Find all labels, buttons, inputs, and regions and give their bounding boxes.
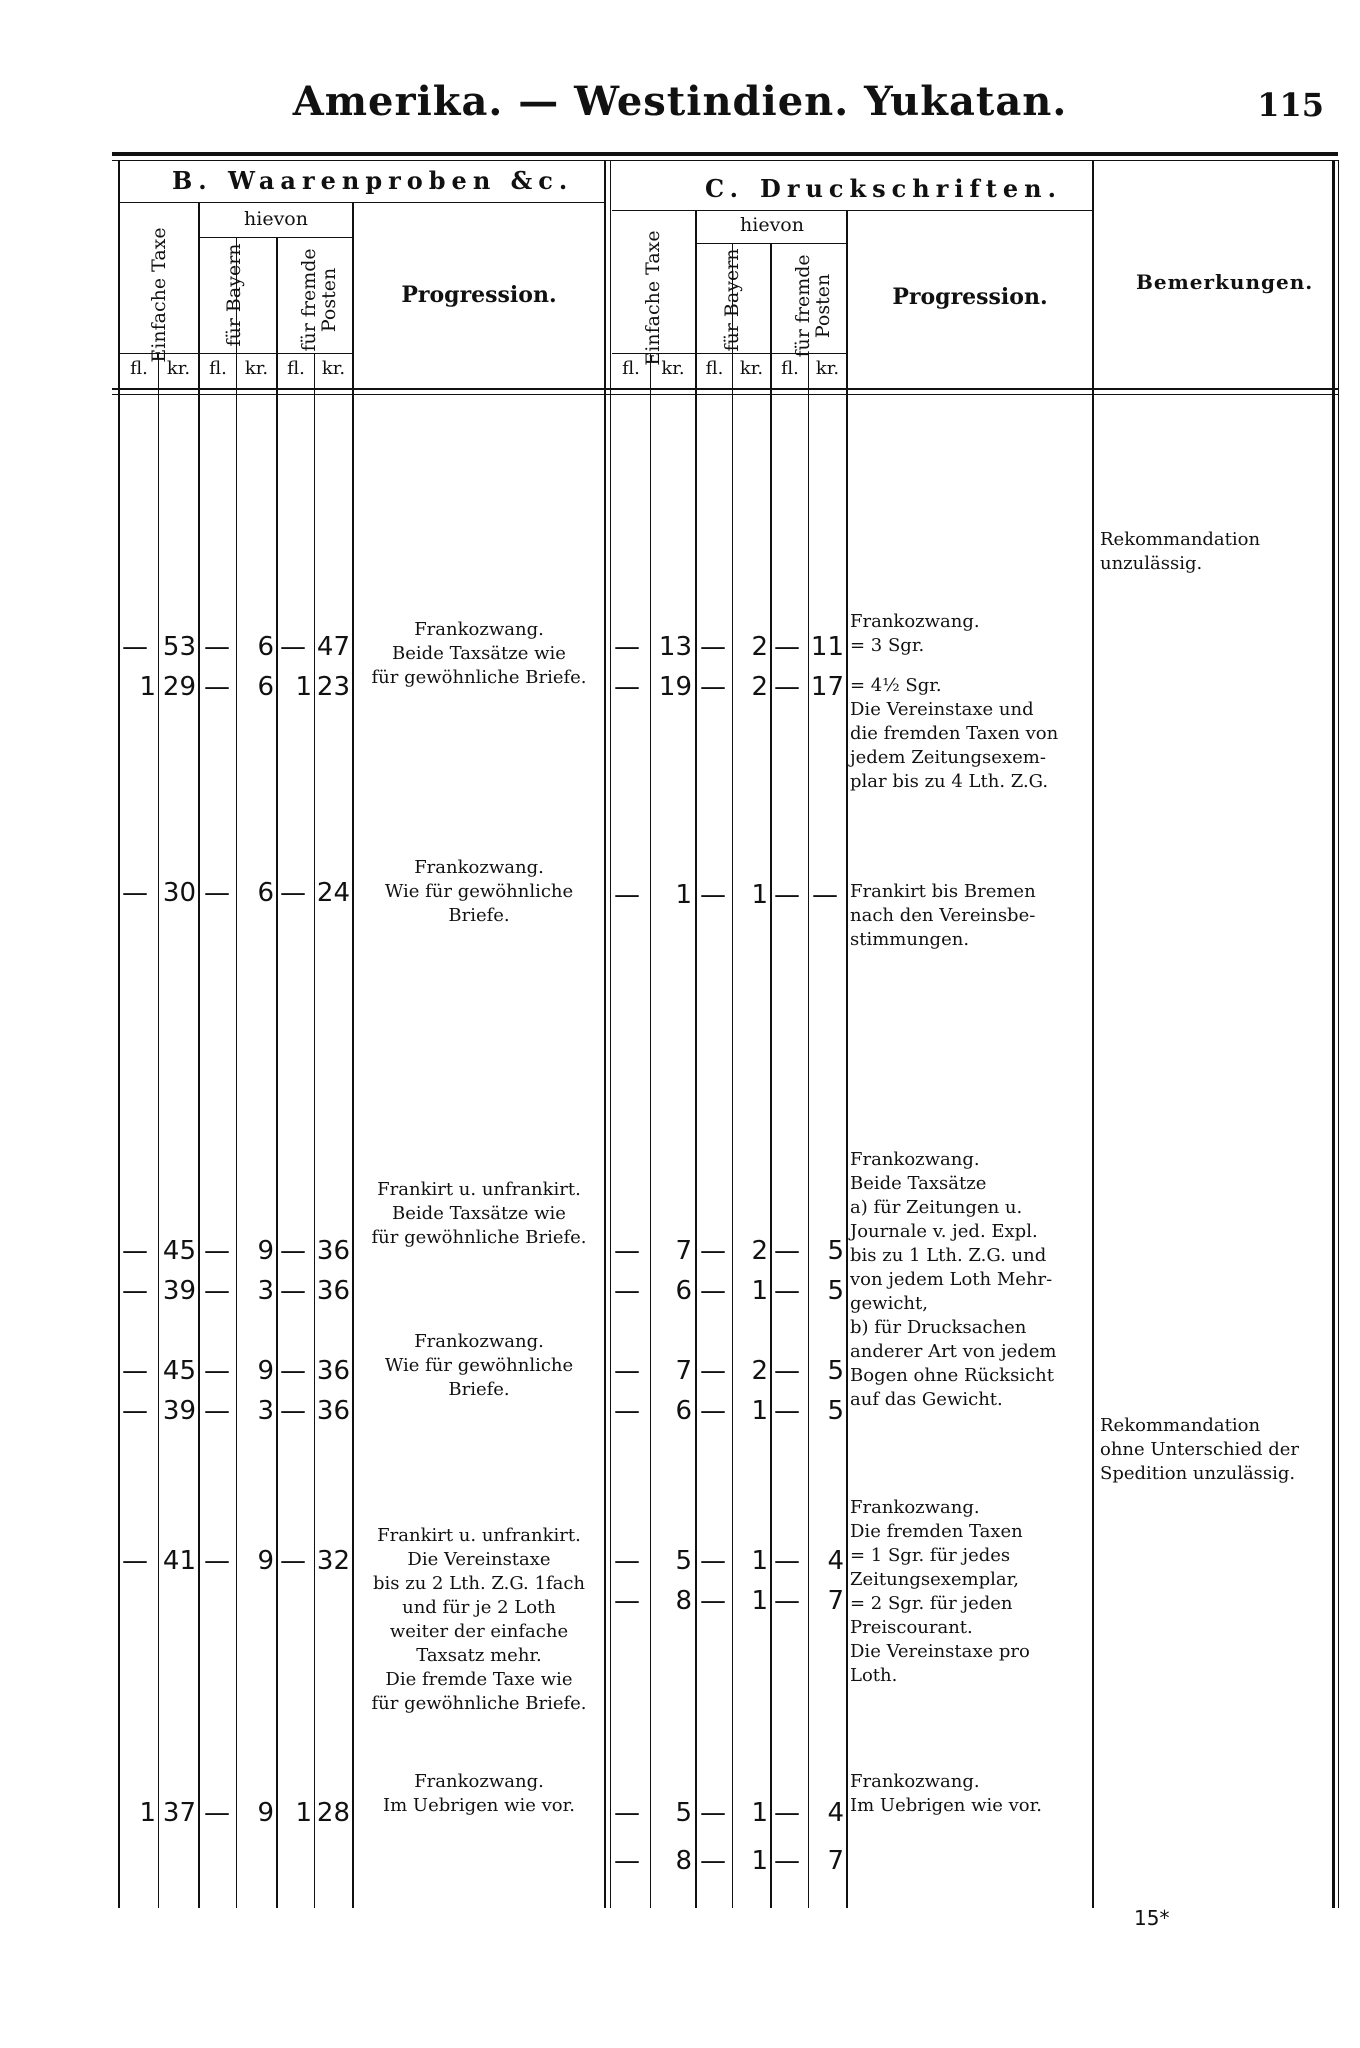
- c-fl-cell: —: [614, 1546, 640, 1576]
- c-kr-cell: 13: [658, 632, 692, 662]
- c-bayern-kr-cell: 2: [751, 1356, 768, 1386]
- b-progression-note: Frankozwang. Wie für gewöhnliche Briefe.: [384, 857, 574, 926]
- c-kr-cell: 1: [675, 880, 692, 910]
- c-fremde-kr-cell: 17: [810, 672, 844, 702]
- b-fremde-fl-cell: —: [280, 1546, 306, 1576]
- c-fremde-fl-cell: —: [774, 1236, 800, 1266]
- b-bayern-kr-cell: 3: [257, 1276, 274, 1306]
- page-number: 115: [1257, 86, 1324, 124]
- c-bayern-fl-cell: —: [700, 1236, 726, 1266]
- c-fl-cell: —: [614, 1846, 640, 1876]
- b-fl-cell: —: [122, 1396, 148, 1426]
- c-kr-cell: 5: [675, 1546, 692, 1576]
- unit-fl: fl.: [130, 358, 148, 379]
- col-line: [610, 160, 611, 1908]
- b-fremde-kr-cell: 36: [316, 1276, 350, 1306]
- b-kr-cell: 41: [162, 1546, 196, 1576]
- b-progression-head: Progression.: [401, 282, 557, 308]
- c-hievon-underline: [697, 243, 847, 244]
- b-kr-cell: 30: [162, 878, 196, 908]
- c-fremde-fl-cell: —: [774, 672, 800, 702]
- c-bayern-fl-cell: —: [700, 880, 726, 910]
- unit-kr: kr.: [739, 358, 764, 379]
- b-bayern-fl-cell: —: [204, 632, 230, 662]
- remarks-heading: Bemerkungen.: [1136, 270, 1314, 294]
- c-bayern-kr-cell: 2: [751, 632, 768, 662]
- c-bayern-fl-cell: —: [700, 632, 726, 662]
- b-fl-cell: 1: [139, 672, 156, 702]
- c-fl-cell: —: [614, 1396, 640, 1426]
- c-fremde-kr-cell: 5: [827, 1356, 844, 1386]
- c-fremde-fl-cell: —: [774, 1846, 800, 1876]
- b-fl-cell: —: [122, 632, 148, 662]
- c-progression-note: Frankirt bis Bremen nach den Vereinsbe- stimmungen.: [850, 881, 1036, 950]
- section-c-letter: C.: [705, 174, 745, 203]
- c-bayern-fl-cell: —: [700, 1546, 726, 1576]
- c-bayern-fl-cell: —: [700, 1356, 726, 1386]
- c-kr-cell: 5: [675, 1798, 692, 1828]
- b-bayern-kr-cell: 6: [257, 672, 274, 702]
- c-fl-cell: —: [614, 1276, 640, 1306]
- c-bayern-fl-cell: —: [700, 1276, 726, 1306]
- c-fuer-fremde-head: für fremde Posten: [792, 254, 834, 358]
- c-bayern-fl-cell: —: [700, 1586, 726, 1616]
- col-line: [314, 353, 315, 1908]
- c-bayern-kr-cell: 1: [751, 1276, 768, 1306]
- b-progression-note: Frankirt u. unfrankirt. Die Vereinstaxe bis zu 2 Lth. Z.G. 1fach und für je 2 Loth weiter der einfache Taxsatz mehr. Die fremde Taxe wie für gewöhnliche Briefe.: [371, 1525, 587, 1714]
- c-fremde-fl-cell: —: [774, 880, 800, 910]
- c-kr-cell: 6: [675, 1396, 692, 1426]
- unit-kr: kr.: [166, 358, 191, 379]
- col-line: [770, 243, 772, 1908]
- c-kr-cell: 7: [675, 1236, 692, 1266]
- col-line: [276, 237, 278, 1908]
- table-top-border: [112, 152, 1338, 156]
- c-bayern-kr-cell: 2: [751, 1236, 768, 1266]
- b-bayern-kr-cell: 3: [257, 1396, 274, 1426]
- c-progression-note: Frankozwang. Beide Taxsätze a) für Zeitungen u. Journale v. jed. Expl. bis zu 1 Lth. Z.G. und von jedem Loth Mehr- gewicht, b) für Drucksachen anderer Art von jedem Bogen ohne Rücksicht auf das Gewicht.: [850, 1149, 1057, 1410]
- c-fremde-kr-cell: 5: [827, 1236, 844, 1266]
- c-fremde-fl-cell: —: [774, 1586, 800, 1616]
- c-fremde-fl-cell: —: [774, 1276, 800, 1306]
- c-fremde-fl-cell: —: [774, 1546, 800, 1576]
- b-kr-cell: 39: [162, 1276, 196, 1306]
- b-fremde-kr-cell: 36: [316, 1236, 350, 1266]
- b-fremde-kr-cell: 36: [316, 1356, 350, 1386]
- b-bayern-fl-cell: —: [204, 1236, 230, 1266]
- col-line: [732, 243, 733, 1908]
- c-progression-note: Frankozwang. Im Uebrigen wie vor.: [850, 1771, 1042, 1816]
- b-einfache-taxe-head: Einfache Taxe: [148, 227, 171, 363]
- b-title-underline: [118, 202, 606, 203]
- b-progression-note: Frankozwang. Beide Taxsätze wie für gewöhnliche Briefe.: [371, 619, 587, 688]
- b-bayern-fl-cell: —: [204, 1546, 230, 1576]
- header-bottom-border: [112, 388, 1338, 390]
- section-b-letter: B.: [172, 166, 213, 195]
- b-fremde-kr-cell: 36: [316, 1396, 350, 1426]
- c-fremde-kr-cell: 11: [810, 632, 844, 662]
- b-bayern-kr-cell: 9: [257, 1546, 274, 1576]
- c-fremde-kr-cell: 4: [827, 1546, 844, 1576]
- c-bayern-fl-cell: —: [700, 1396, 726, 1426]
- c-bayern-fl-cell: —: [700, 1798, 726, 1828]
- c-fl-cell: —: [614, 1236, 640, 1266]
- b-progression-note: Frankozwang. Im Uebrigen wie vor.: [383, 1771, 575, 1816]
- c-fl-cell: —: [614, 1356, 640, 1386]
- c-progression-note: Frankozwang. Die fremden Taxen = 1 Sgr. für jedes Zeitungsexemplar, = 2 Sgr. für jeden Preiscourant. Die Vereinstaxe pro Loth.: [850, 1497, 1030, 1686]
- c-bayern-kr-cell: 1: [751, 1396, 768, 1426]
- c-fl-cell: —: [614, 1586, 640, 1616]
- b-fremde-fl-cell: —: [280, 878, 306, 908]
- b-fl-cell: —: [122, 1356, 148, 1386]
- c-kr-cell: 19: [658, 672, 692, 702]
- unit-kr: kr.: [661, 358, 685, 379]
- c-fl-cell: —: [614, 1798, 640, 1828]
- c-bayern-kr-cell: 1: [751, 1798, 768, 1828]
- b-fl-cell: 1: [139, 1798, 156, 1828]
- c-fremde-fl-cell: —: [774, 1396, 800, 1426]
- c-bayern-kr-cell: 1: [751, 1546, 768, 1576]
- c-progression-head: Progression.: [892, 284, 1048, 310]
- page-title: Amerika. — Westindien. Yukatan.: [292, 78, 1068, 125]
- b-fremde-fl-cell: —: [280, 1276, 306, 1306]
- c-kr-cell: 6: [675, 1276, 692, 1306]
- signature-mark: 15*: [1134, 1906, 1170, 1930]
- b-kr-cell: 45: [162, 1236, 196, 1266]
- c-fremde-fl-cell: —: [774, 632, 800, 662]
- b-fuer-fremde-head: für fremde Posten: [298, 248, 340, 352]
- c-bayern-kr-cell: 2: [751, 672, 768, 702]
- col-line: [236, 237, 237, 1908]
- b-kr-cell: 53: [162, 632, 196, 662]
- header-bottom-border-thin: [112, 394, 1338, 395]
- section-c-title: Druckschriften.: [760, 174, 1062, 203]
- b-fremde-kr-cell: 24: [316, 878, 350, 908]
- b-fremde-fl-cell: —: [280, 1396, 306, 1426]
- b-fremde-fl-cell: —: [280, 1236, 306, 1266]
- b-bayern-fl-cell: —: [204, 1356, 230, 1386]
- unit-fl: fl.: [705, 358, 724, 379]
- c-bayern-kr-cell: 1: [751, 1846, 768, 1876]
- b-kr-cell: 29: [162, 672, 196, 702]
- c-kr-cell: 8: [675, 1586, 692, 1616]
- unit-kr: kr.: [244, 358, 269, 379]
- b-bayern-kr-cell: 6: [257, 878, 274, 908]
- col-line: [352, 203, 354, 1908]
- b-fl-cell: —: [122, 1236, 148, 1266]
- b-fl-cell: —: [122, 1546, 148, 1576]
- b-fl-cell: —: [122, 1276, 148, 1306]
- unit-kr: kr.: [321, 358, 346, 379]
- b-kr-cell: 37: [162, 1798, 196, 1828]
- c-kr-cell: 8: [675, 1846, 692, 1876]
- col-line: [808, 353, 809, 1908]
- c-bayern-kr-cell: 1: [751, 880, 768, 910]
- b-fuer-bayern-head: für Bayern: [223, 243, 246, 347]
- b-fl-cell: —: [122, 878, 148, 908]
- col-line: [604, 160, 606, 1908]
- col-line: [846, 210, 848, 1908]
- table-top-border-thin: [112, 160, 1338, 161]
- c-fremde-fl-cell: —: [774, 1356, 800, 1386]
- c-fl-cell: —: [614, 672, 640, 702]
- b-bayern-kr-cell: 9: [257, 1356, 274, 1386]
- c-progression-note: Frankozwang. = 3 Sgr.: [850, 611, 980, 656]
- b-bayern-kr-cell: 6: [257, 632, 274, 662]
- col-line: [118, 160, 120, 1908]
- c-fuer-bayern-head: für Bayern: [721, 248, 744, 352]
- unit-fl: fl.: [781, 358, 799, 379]
- col-line: [1338, 160, 1339, 1908]
- b-hievon-head: hievon: [244, 208, 308, 230]
- b-fremde-kr-cell: 23: [316, 672, 350, 702]
- c-fremde-kr-cell: 4: [827, 1798, 844, 1828]
- c-kr-cell: 7: [675, 1356, 692, 1386]
- c-hievon-head: hievon: [740, 214, 804, 236]
- c-fl-cell: —: [614, 880, 640, 910]
- c-fremde-kr-cell: 7: [827, 1846, 844, 1876]
- c-fremde-kr-cell: 5: [827, 1276, 844, 1306]
- c-fremde-kr-cell: 5: [827, 1396, 844, 1426]
- col-line: [158, 353, 159, 1908]
- c-fremde-fl-cell: —: [774, 1798, 800, 1828]
- col-line: [1092, 160, 1094, 1908]
- b-kr-cell: 45: [162, 1356, 196, 1386]
- b-fremde-fl-cell: 1: [295, 1798, 312, 1828]
- b-fremde-kr-cell: 47: [316, 632, 350, 662]
- b-bayern-fl-cell: —: [204, 1396, 230, 1426]
- b-bayern-fl-cell: —: [204, 878, 230, 908]
- c-bayern-fl-cell: —: [700, 672, 726, 702]
- c-einfache-taxe-head: Einfache Taxe: [642, 230, 665, 366]
- b-progression-note: Frankozwang. Wie für gewöhnliche Briefe.: [384, 1331, 574, 1400]
- b-progression-note: Frankirt u. unfrankirt. Beide Taxsätze wie für gewöhnliche Briefe.: [371, 1179, 587, 1248]
- b-bayern-kr-cell: 9: [257, 1798, 274, 1828]
- remarks-note: Rekommandation ohne Unterschied der Spedition unzulässig.: [1100, 1415, 1299, 1484]
- col-line: [695, 210, 697, 1908]
- b-fremde-fl-cell: —: [280, 632, 306, 662]
- col-line: [650, 353, 651, 1908]
- b-kr-cell: 39: [162, 1396, 196, 1426]
- b-bayern-kr-cell: 9: [257, 1236, 274, 1266]
- unit-fl: fl.: [622, 358, 640, 379]
- b-bayern-fl-cell: —: [204, 1798, 230, 1828]
- b-fremde-kr-cell: 28: [316, 1798, 350, 1828]
- b-fremde-fl-cell: —: [280, 1356, 306, 1386]
- c-title-underline: [612, 210, 1092, 211]
- unit-fl: fl.: [209, 358, 227, 379]
- section-b-title: Waarenproben &c.: [228, 166, 574, 195]
- b-fremde-fl-cell: 1: [295, 672, 312, 702]
- c-bayern-fl-cell: —: [700, 1846, 726, 1876]
- c-fl-cell: —: [614, 632, 640, 662]
- b-bayern-fl-cell: —: [204, 1276, 230, 1306]
- b-fremde-kr-cell: 32: [316, 1546, 350, 1576]
- b-bayern-fl-cell: —: [204, 672, 230, 702]
- c-bayern-kr-cell: 1: [751, 1586, 768, 1616]
- c-fremde-kr-cell: 7: [827, 1586, 844, 1616]
- unit-fl: fl.: [287, 358, 305, 379]
- remarks-note: Rekommandation unzulässig.: [1100, 529, 1261, 574]
- col-line: [1332, 160, 1335, 1908]
- c-fremde-kr-cell: —: [812, 880, 838, 910]
- c-progression-note: = 4½ Sgr. Die Vereinstaxe und die fremden Taxen von jedem Zeitungsexem- plar bis zu 4 Lth. Z.G.: [850, 675, 1059, 792]
- unit-kr: kr.: [815, 358, 840, 379]
- col-line: [198, 203, 200, 1908]
